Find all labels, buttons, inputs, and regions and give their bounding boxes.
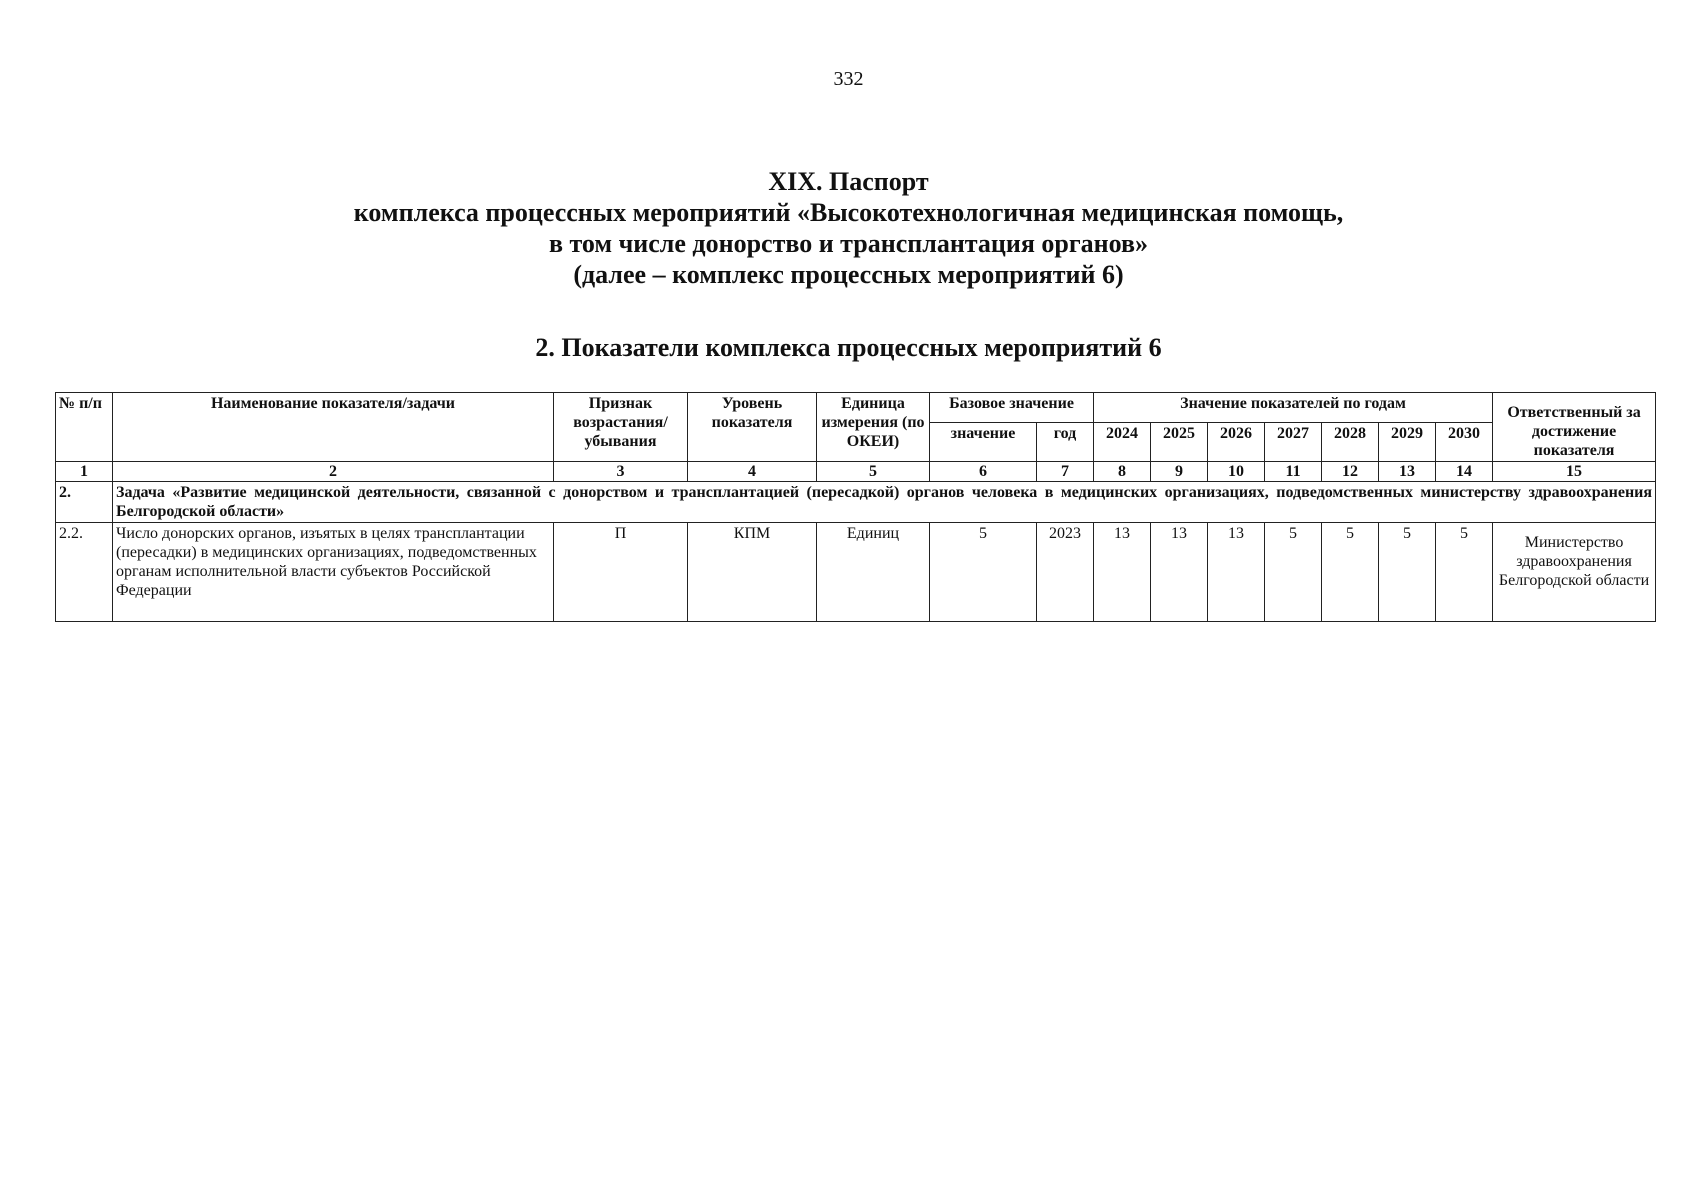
year-value: 5 [1436,523,1493,622]
table-row [56,523,1656,622]
column-number: 7 [1037,462,1094,482]
heading-line-4: (далее – комплекс процессных мероприятий 6) [573,260,1124,289]
header-base: Базовое значение [930,393,1094,423]
indicator-name: Число донорских органов, изъятых в целях трансплантации (пересадки) в медицинских организациях, подведомственных органам исполнительной власти субъектов Российской Федерации [113,523,554,622]
header-base-value: значение [930,423,1037,462]
row-number: 2.2. [56,523,113,622]
column-number: 15 [1493,462,1656,482]
heading-line-3: в том числе донорство и трансплантация органов» [548,229,1149,258]
column-number: 6 [930,462,1037,482]
year-value: 5 [1379,523,1436,622]
header-year: 2025 [1151,423,1208,462]
task-text: Задача «Развитие медицинской деятельности, связанной с донорством и трансплантацией (пересадкой) органов человека в медицинских организациях, подведомственных министерству здравоохранения Белгородской области» [113,482,1656,523]
header-year: 2030 [1436,423,1493,462]
heading-line-1: XIX. Паспорт [768,167,929,196]
heading-line-2: комплекса процессных мероприятий «Высокотехнологичная медицинская помощь, [353,198,1344,227]
year-value: 13 [1151,523,1208,622]
section-title: 2. Показатели комплекса процессных мероприятий 6 [535,333,1162,362]
column-number-row [56,462,1656,482]
task-row [56,482,1656,523]
year-value: 5 [1265,523,1322,622]
header-level: Уровень показателя [688,393,817,462]
year-value: 13 [1208,523,1265,622]
column-number: 1 [56,462,113,482]
header-unit: Единица измерения (по ОКЕИ) [817,393,930,462]
column-number: 12 [1322,462,1379,482]
column-number: 11 [1265,462,1322,482]
header-year: 2024 [1094,423,1151,462]
page-number: 332 [833,68,864,90]
header-year: 2026 [1208,423,1265,462]
responsible: Министерство здравоохранения Белгородской области [1493,523,1656,622]
header-name: Наименование показателя/задачи [113,393,554,462]
header-sign: Признак возрастания/ убывания [554,393,688,462]
base-value: 5 [930,523,1037,622]
indicator-sign: П [554,523,688,622]
header-year: 2029 [1379,423,1436,462]
task-number: 2. [56,482,113,523]
column-number: 14 [1436,462,1493,482]
indicator-level: КПМ [688,523,817,622]
header-responsible: Ответственный за достижение показателя [1493,393,1656,462]
column-number: 3 [554,462,688,482]
indicators-table [55,392,1656,622]
base-year: 2023 [1037,523,1094,622]
column-number: 5 [817,462,930,482]
column-number: 10 [1208,462,1265,482]
year-value: 13 [1094,523,1151,622]
header-year: 2028 [1322,423,1379,462]
header-year: 2027 [1265,423,1322,462]
header-years-group: Значение показателей по годам [1094,393,1493,423]
column-number: 13 [1379,462,1436,482]
indicator-unit: Единиц [817,523,930,622]
header-base-year: год [1037,423,1094,462]
header-num: № п/п [56,393,113,462]
column-number: 4 [688,462,817,482]
year-value: 5 [1322,523,1379,622]
column-number: 8 [1094,462,1151,482]
column-number: 2 [113,462,554,482]
document-heading [0,166,1697,290]
column-number: 9 [1151,462,1208,482]
